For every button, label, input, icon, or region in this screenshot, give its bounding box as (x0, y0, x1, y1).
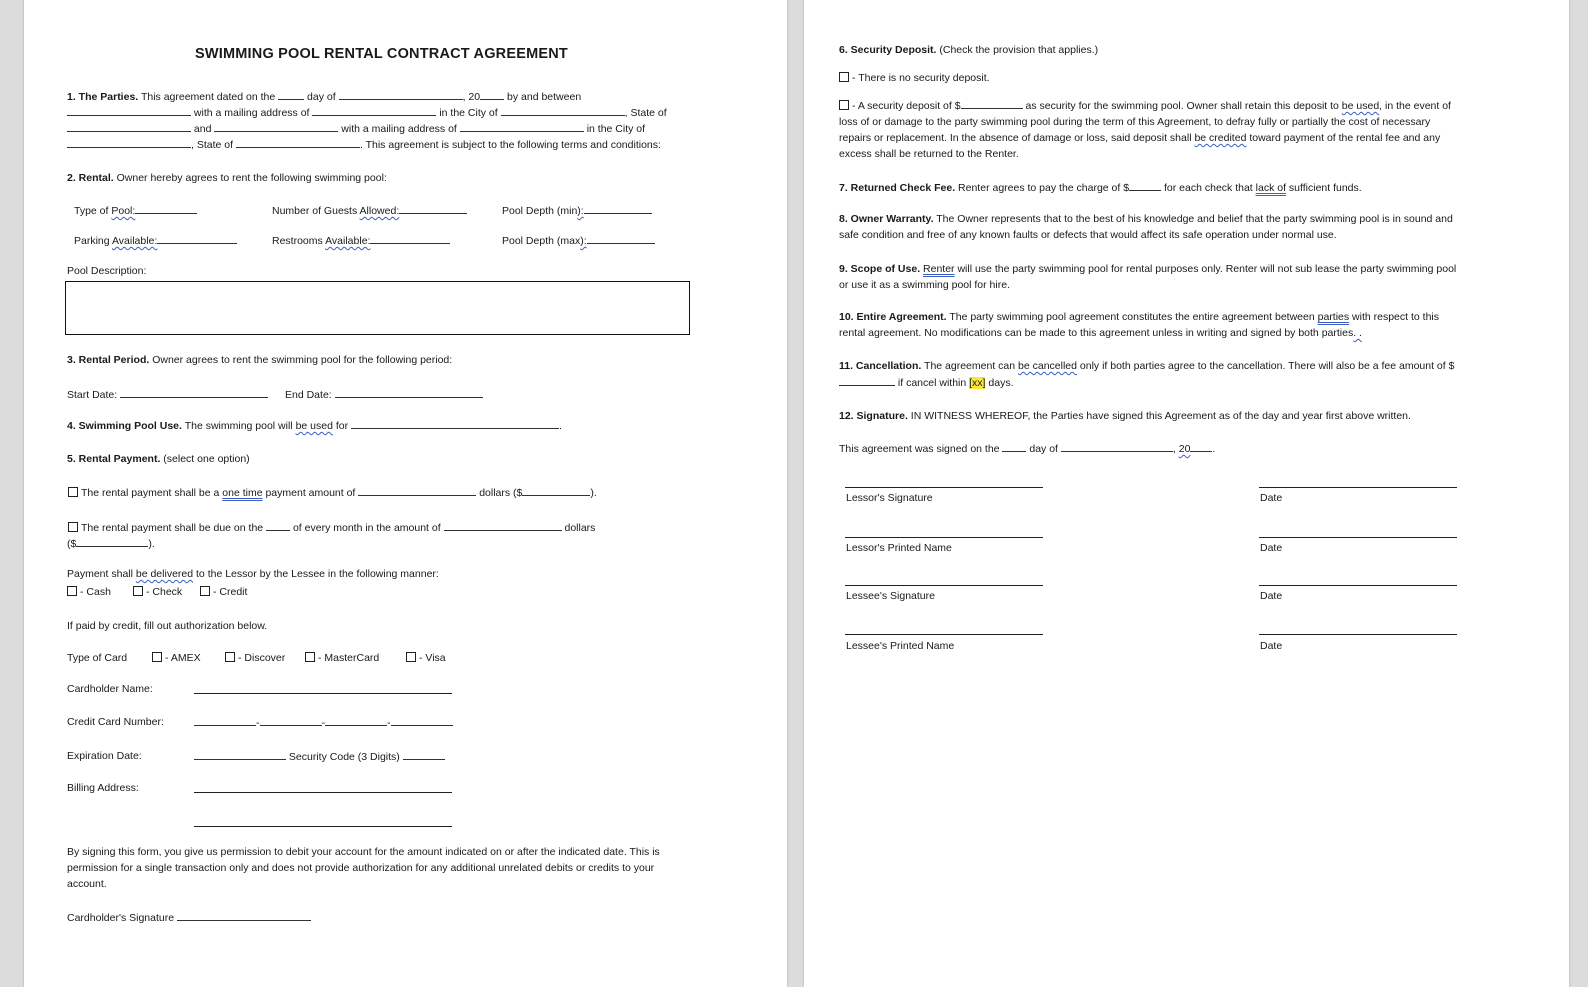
blank-party2-address[interactable] (460, 120, 584, 132)
section-heading: 9. Scope of Use. (839, 263, 921, 275)
pool-depth-max-input[interactable] (587, 232, 655, 244)
section-security-deposit (839, 42, 1098, 58)
date-label: Date (1260, 640, 1283, 652)
label: - Discover (238, 652, 286, 664)
text: Renter (923, 263, 955, 275)
label: Available: (111, 235, 158, 247)
checkbox[interactable] (406, 652, 416, 662)
label: - MasterCard (318, 652, 380, 664)
pool-description-box[interactable] (65, 281, 690, 335)
label: Number of Guests (272, 205, 358, 217)
text: This agreement was signed on the (839, 443, 1000, 455)
text: of every month in the amount of (292, 522, 441, 534)
restrooms-input[interactable] (370, 232, 450, 244)
text: if cancel within (897, 377, 967, 389)
text: days. (988, 377, 1014, 389)
cc-number-fields (194, 714, 453, 731)
placeholder-highlight: [xx] (969, 377, 986, 389)
start-date-field (67, 386, 268, 403)
section-heading: 10. Entire Agreement. (839, 311, 947, 323)
text: dollars (564, 522, 596, 534)
text: ). (148, 538, 155, 550)
text: Payment shall (67, 568, 133, 580)
text: - (256, 717, 260, 729)
guests-allowed-field (272, 202, 467, 219)
checkbox[interactable] (305, 652, 315, 662)
one-time-dollar-input[interactable] (522, 484, 590, 496)
section-parties-line-2 (67, 104, 667, 121)
date-line-lessor-signature[interactable] (1259, 487, 1457, 488)
text: 20 (1178, 443, 1191, 455)
signature-label: Lessee's Printed Name (846, 640, 955, 652)
date-label: Date (1260, 590, 1283, 602)
text: - A security deposit of $ (852, 100, 961, 112)
text: for each check that (1164, 182, 1253, 194)
label: Type of (74, 205, 109, 217)
text: day of (1029, 443, 1058, 455)
blank-party2-state[interactable] (236, 136, 360, 148)
payment-method-check (133, 584, 182, 600)
section-rental-payment (67, 451, 250, 467)
credit-instructions: If paid by credit, fill out authorization below. (67, 620, 268, 632)
label: Pool Depth (max (502, 235, 581, 247)
authorization-consent-text: By signing this form, you give us permission to debit your account for the amount indicated on or after the indicated date. This is permission for a single transaction only and does not provide authorization for any additional unrelated debits or credits to your account. (67, 846, 660, 890)
cardholder-signature-input[interactable] (177, 909, 311, 921)
text: - (387, 717, 391, 729)
signed-year-input[interactable] (1190, 440, 1212, 452)
text: with a mailing address of (341, 123, 457, 135)
signature-line-lessee[interactable] (845, 585, 1043, 586)
text: The rental payment shall be a (81, 487, 220, 499)
date-line-lessor-printed[interactable] (1259, 537, 1457, 538)
label: Allowed: (359, 205, 400, 217)
text: be used (1341, 100, 1380, 112)
pool-type-field (74, 202, 197, 219)
section-scope-of-use (839, 261, 1461, 293)
signature-line-lessee-printed[interactable] (845, 634, 1043, 635)
expiration-security-fields (194, 748, 445, 765)
text: in the City of (586, 123, 646, 135)
card-type-label: Type of Card (67, 652, 128, 664)
expiration-date-input[interactable] (194, 748, 286, 760)
date-line-lessee-printed[interactable] (1259, 634, 1457, 635)
label: - AMEX (165, 652, 201, 664)
text: . (1212, 443, 1216, 455)
label: Start Date: (67, 389, 118, 401)
document-title: SWIMMING POOL RENTAL CONTRACT AGREEMENT (195, 46, 568, 62)
date-label: Date (1260, 542, 1283, 554)
label: Security Code (3 Digits) (288, 751, 400, 763)
section-returned-check-fee (839, 179, 1362, 196)
text: and (193, 123, 212, 135)
section-heading: 7. Returned Check Fee. (839, 182, 956, 194)
parking-field (74, 232, 237, 249)
label: - Credit (213, 586, 248, 598)
section-pool-use (67, 417, 562, 434)
payment-option-one-time (68, 484, 597, 501)
label: Restrooms (272, 235, 323, 247)
text: , (1172, 443, 1176, 455)
monthly-day-input[interactable] (266, 519, 290, 531)
billing-address-input-1[interactable] (194, 792, 452, 793)
text: sufficient funds. (1288, 182, 1362, 194)
checkbox[interactable] (839, 72, 849, 82)
text: Renter agrees to pay the charge of $ (958, 182, 1130, 194)
text: will use the party swimming pool for rental purposes only. Renter will not sub lease the party swimming pool or use it as a swimming pool for hire. (839, 263, 1457, 291)
text: be credited (1194, 132, 1247, 144)
text: be cancelled (1018, 360, 1077, 372)
text: dollars ($ (479, 487, 523, 499)
restrooms-field (272, 232, 450, 249)
cc-number-group-4[interactable] (391, 714, 453, 726)
pool-description-label: Pool Description: (67, 265, 147, 277)
section-signature (839, 408, 1411, 424)
cc-number-group-1[interactable] (194, 714, 256, 726)
parking-input[interactable] (157, 232, 237, 244)
document-page-left (24, 0, 787, 987)
blank-month-field[interactable] (339, 88, 463, 100)
signature-label: Lessee's Signature (846, 590, 935, 602)
section-cancellation (839, 358, 1461, 391)
cancellation-fee-input[interactable] (839, 374, 895, 386)
text: ). (590, 487, 597, 499)
text: IN WITNESS WHEREOF, the Parties have signed this Agreement as of the day and year first above written. (910, 410, 1411, 422)
monthly-dollar-input[interactable] (76, 535, 148, 547)
cc-number-label: Credit Card Number: (67, 716, 164, 728)
text: The party swimming pool agreement constitutes the entire agreement between (949, 311, 1315, 323)
signed-month-input[interactable] (1061, 440, 1173, 452)
text: The swimming pool will (184, 420, 293, 432)
signature-line-lessor[interactable] (845, 487, 1043, 488)
section-heading: 3. Rental Period. (67, 354, 150, 366)
section-rental (67, 170, 387, 186)
section-heading: 4. Swimming Pool Use. (67, 420, 182, 432)
section-heading: 12. Signature. (839, 410, 908, 422)
text: day of (307, 91, 336, 103)
text: This agreement dated on the (140, 91, 276, 103)
blank-party2-name[interactable] (214, 120, 338, 132)
blank-year-field[interactable] (480, 88, 504, 100)
text: The Owner represents that to the best of his knowledge and belief that the party swimming pool is in sound and safe condition and free of any known faults or defects that would affect its safe operation under normal use. (839, 213, 1453, 241)
date-line-lessee-signature[interactable] (1259, 585, 1457, 586)
text: only if both parties agree to the cancellation. There will also be a fee amount of $ (1079, 360, 1455, 372)
section-heading: 2. Rental. (67, 172, 114, 184)
text: for (335, 420, 349, 432)
text: . . (1353, 327, 1362, 339)
section-heading: 6. Security Deposit. (839, 44, 937, 56)
label: ): (580, 235, 587, 247)
expiration-date-label: Expiration Date: (67, 750, 142, 762)
text: , State of (624, 107, 667, 119)
blank-day-field[interactable] (278, 88, 304, 100)
signature-label: Lessor's Printed Name (846, 542, 952, 554)
checkbox[interactable] (133, 586, 143, 596)
text: , 20 (462, 91, 481, 103)
section-heading: 1. The Parties. (67, 91, 139, 103)
payment-manner (67, 566, 439, 582)
one-time-amount-input[interactable] (358, 484, 476, 496)
signature-label: Lessor's Signature (846, 492, 933, 504)
text: (select one option) (163, 453, 250, 465)
text: with a mailing address of (193, 107, 310, 119)
payment-method-credit (200, 584, 247, 600)
card-type-amex (152, 650, 201, 666)
checkbox[interactable] (152, 652, 162, 662)
text: payment amount of (265, 487, 356, 499)
end-date-input[interactable] (335, 386, 483, 398)
payment-method-cash (67, 584, 111, 600)
deposit-option-none (839, 70, 990, 86)
text: , State of (191, 139, 234, 151)
card-type-mastercard (305, 650, 379, 666)
text: - There is no security deposit. (852, 72, 990, 84)
text: . (559, 420, 562, 432)
label: - Cash (80, 586, 111, 598)
text: The agreement can (924, 360, 1016, 372)
date-label: Date (1260, 492, 1283, 504)
text: one time (222, 487, 263, 499)
payment-option-monthly-line-2 (67, 535, 155, 552)
deposit-option-amount (839, 97, 1461, 162)
cardholder-name-label: Cardholder Name: (67, 683, 153, 695)
label: Pool: (111, 205, 136, 217)
text: as security for the swimming pool. Owner shall retain this deposit to (1025, 100, 1339, 112)
blank-party1-state[interactable] (67, 120, 191, 132)
text: Owner hereby agrees to rent the following swimming pool: (116, 172, 387, 184)
billing-address-input-2[interactable] (194, 826, 452, 827)
blank-party1-city[interactable] (501, 104, 625, 116)
section-heading: 5. Rental Payment. (67, 453, 161, 465)
text: be used (295, 420, 333, 432)
label: ): (577, 205, 584, 217)
section-heading: 11. Cancellation. (839, 360, 922, 372)
text: (Check the provision that applies.) (939, 44, 1099, 56)
text: , in the event of loss of or damage to the party swimming pool during the term of this Agreement, to defray fully or partially the cost of necessary repairs or replacement. In the absence of damage or loss, said deposit shall (839, 100, 1451, 144)
section-entire-agreement (839, 309, 1465, 341)
text: by and between (507, 91, 582, 103)
text: . This agreement is subject to the following terms and conditions: (359, 139, 661, 151)
text: Owner agrees to rent the swimming pool for the following period: (152, 354, 453, 366)
section-heading: 8. Owner Warranty. (839, 213, 934, 225)
monthly-amount-input[interactable] (444, 519, 562, 531)
pool-depth-max-field (502, 232, 655, 249)
deposit-amount-input[interactable] (961, 97, 1023, 109)
end-date-field (285, 386, 483, 403)
guests-allowed-input[interactable] (399, 202, 467, 214)
text: with respect to this rental agreement. No modifications can be made to this agreement unless in writing and signed by both parties (839, 311, 1439, 339)
pool-type-input[interactable] (135, 202, 197, 214)
text: parties (1317, 311, 1350, 323)
checkbox[interactable] (839, 100, 849, 110)
checkbox[interactable] (68, 487, 78, 497)
section-parties-line-4 (67, 136, 661, 153)
label: Available: (325, 235, 371, 247)
text: The rental payment shall be due on the (81, 522, 264, 534)
cardholder-name-input[interactable] (194, 693, 452, 694)
text: - (321, 717, 325, 729)
checkbox[interactable] (68, 522, 78, 532)
text: to the Lessor by the Lessee in the following manner: (196, 568, 439, 580)
card-type-visa (406, 650, 446, 666)
cc-number-group-2[interactable] (260, 714, 322, 726)
label: End Date: (285, 389, 332, 401)
signed-on-line (839, 440, 1215, 457)
label: Parking (74, 235, 110, 247)
card-type-discover (225, 650, 285, 666)
checkbox[interactable] (67, 586, 77, 596)
cardholder-signature-field (67, 909, 311, 926)
section-rental-period (67, 352, 452, 368)
signed-day-input[interactable] (1002, 440, 1026, 452)
pool-use-input[interactable] (351, 417, 559, 429)
blank-party1-address[interactable] (312, 104, 436, 116)
text: toward payment of the rental fee and any excess shall be returned to the Renter. (839, 132, 1441, 160)
document-page-right (804, 0, 1569, 987)
section-parties-line-3 (67, 120, 645, 137)
label: - Check (146, 586, 183, 598)
security-code-input[interactable] (403, 748, 445, 760)
label: - Visa (419, 652, 446, 664)
section-owner-warranty (839, 211, 1461, 243)
start-date-input[interactable] (120, 386, 268, 398)
pool-depth-min-input[interactable] (584, 202, 652, 214)
pool-depth-min-field (502, 202, 652, 219)
billing-address-label: Billing Address: (67, 782, 139, 794)
check-fee-input[interactable] (1129, 179, 1161, 191)
label: Pool Depth (min (502, 205, 578, 217)
section-parties-line-1 (67, 88, 581, 105)
text: in the City of (439, 107, 498, 119)
text: be delivered (135, 568, 194, 580)
cc-number-group-3[interactable] (325, 714, 387, 726)
label: Cardholder's Signature (67, 912, 175, 924)
checkbox[interactable] (225, 652, 235, 662)
text: ($ (67, 538, 77, 550)
payment-option-monthly (68, 519, 595, 536)
blank-party1-name[interactable] (67, 104, 191, 116)
text: lack of (1255, 182, 1286, 194)
blank-party2-city[interactable] (67, 136, 191, 148)
signature-line-lessor-printed[interactable] (845, 537, 1043, 538)
checkbox[interactable] (200, 586, 210, 596)
